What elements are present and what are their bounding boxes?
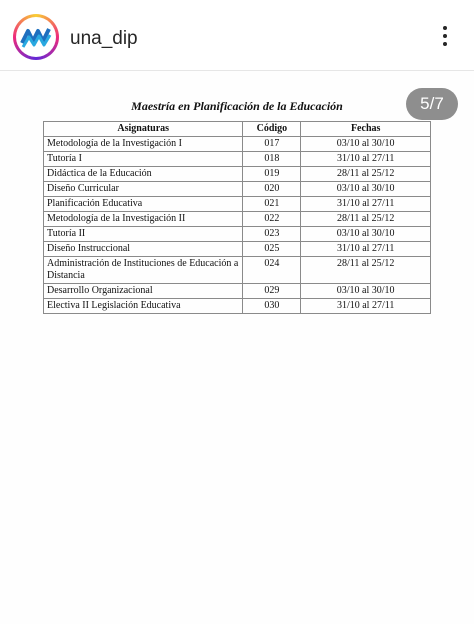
subject-cell: Planificación Educativa (44, 197, 243, 212)
table-row (44, 152, 431, 167)
code-cell: 023 (243, 227, 301, 242)
column-header-asignaturas: Asignaturas (44, 122, 243, 137)
code-cell: 017 (243, 137, 301, 152)
code-cell: 030 (243, 299, 301, 314)
dates-cell: 28/11 al 25/12 (301, 257, 431, 284)
subjects-table (43, 121, 431, 314)
dates-cell: 03/10 al 30/10 (301, 137, 431, 152)
subject-cell: Desarrollo Organizacional (44, 284, 243, 299)
code-cell: 020 (243, 182, 301, 197)
subject-cell: Diseño Instruccional (44, 242, 243, 257)
dates-cell: 28/11 al 25/12 (301, 167, 431, 182)
code-cell: 022 (243, 212, 301, 227)
subject-cell: Tutoría I (44, 152, 243, 167)
table-row (44, 137, 431, 152)
dates-cell: 31/10 al 27/11 (301, 197, 431, 212)
column-header-fechas: Fechas (301, 122, 431, 137)
table-row (44, 284, 431, 299)
post-header (0, 0, 474, 71)
dates-cell: 31/10 al 27/11 (301, 299, 431, 314)
table-header-row (44, 122, 431, 137)
dates-cell: 31/10 al 27/11 (301, 152, 431, 167)
more-vertical-icon[interactable] (439, 26, 451, 50)
profile-avatar[interactable] (13, 14, 59, 60)
table-row (44, 212, 431, 227)
table-row (44, 182, 431, 197)
code-cell: 029 (243, 284, 301, 299)
subject-cell: Diseño Curricular (44, 182, 243, 197)
una-logo-icon (16, 17, 56, 57)
subject-cell: Metodología de la Investigación I (44, 137, 243, 152)
table-row (44, 167, 431, 182)
dates-cell: 03/10 al 30/10 (301, 284, 431, 299)
subject-cell: Didáctica de la Educación (44, 167, 243, 182)
dates-cell: 03/10 al 30/10 (301, 227, 431, 242)
dates-cell: 28/11 al 25/12 (301, 212, 431, 227)
username[interactable]: una_dip (70, 28, 138, 49)
subject-cell: Administración de Instituciones de Educación a Distancia (44, 257, 243, 284)
table-row (44, 299, 431, 314)
document-title: Maestría en Planificación de la Educación (131, 99, 343, 113)
code-cell: 025 (243, 242, 301, 257)
code-cell: 019 (243, 167, 301, 182)
dates-cell: 31/10 al 27/11 (301, 242, 431, 257)
subject-cell: Electiva II Legislación Educativa (44, 299, 243, 314)
carousel-page-counter: 5/7 (406, 88, 458, 120)
code-cell: 018 (243, 152, 301, 167)
table-row (44, 227, 431, 242)
column-header-codigo: Código (243, 122, 301, 137)
code-cell: 021 (243, 197, 301, 212)
code-cell: 024 (243, 257, 301, 284)
dates-cell: 03/10 al 30/10 (301, 182, 431, 197)
subject-cell: Metodología de la Investigación II (44, 212, 243, 227)
table-row (44, 257, 431, 284)
table-row (44, 242, 431, 257)
subject-cell: Tutoría II (44, 227, 243, 242)
table-row (44, 197, 431, 212)
